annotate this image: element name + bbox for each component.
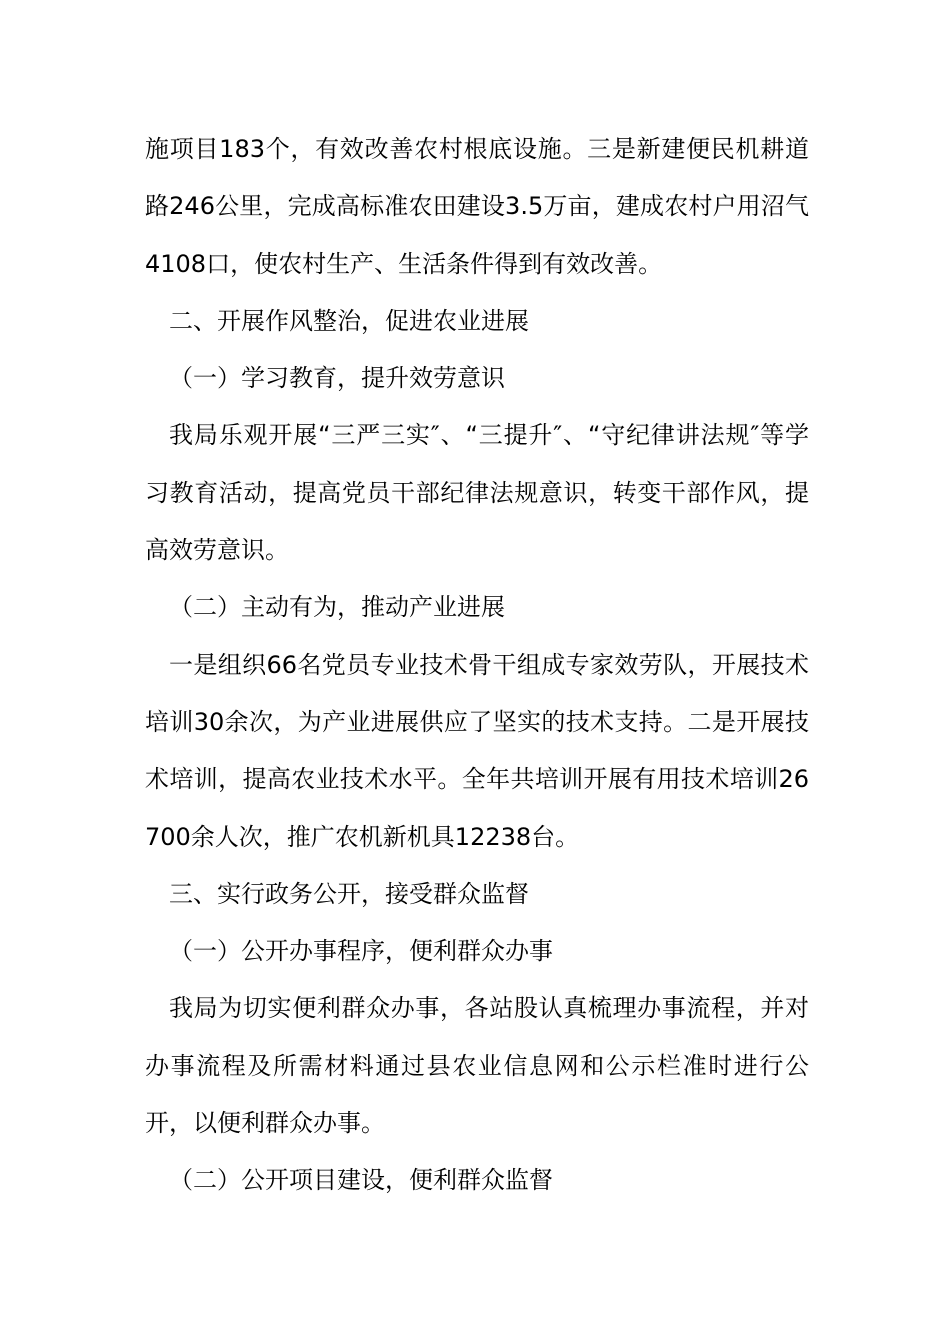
heading-open-government: 三、实行政务公开，接受群众监督 [169,879,529,908]
subheading-open-procedures: （一）公开办事程序，便利群众办事 [169,937,553,966]
subheading-open-projects: （二）公开项目建设，便利群众监督 [169,1166,553,1195]
paragraph-open-procedures: 我局为切实便利群众办事，各站股认真梳理办事流程，并对办事流程及所需材料通过县农业信息网和公示栏准时进行公开，以便利群众办事。 [145,994,809,1138]
subheading-study-education: （一）学习教育，提升效劳意识 [169,364,505,393]
subheading-industry-development: （二）主动有为，推动产业进展 [169,593,505,622]
heading-work-style: 二、开展作风整治，促进农业进展 [169,306,529,335]
paragraph-infrastructure: 施项目183个，有效改善农村根底设施。三是新建便民机耕道路246公里，完成高标准农田建设3.5万亩，建成农村户用沼气4108口，使农村生产、生活条件得到有效改善。 [145,135,809,278]
paragraph-technical-training: 一是组织66名党员专业技术骨干组成专家效劳队，开展技术培训30余次，为产业进展供应了坚实的技术支持。二是开展技术培训，提高农业技术水平。全年共培训开展有用技术培训26700余人次，推广农机新机具12238台。 [145,650,809,851]
document-page [145,121,809,1210]
paragraph-study-education: 我局乐观开展“三严三实″、“三提升″、“守纪律讲法规″等学习教育活动，提高党员干部纪律法规意识，转变干部作风，提高效劳意识。 [145,421,809,565]
